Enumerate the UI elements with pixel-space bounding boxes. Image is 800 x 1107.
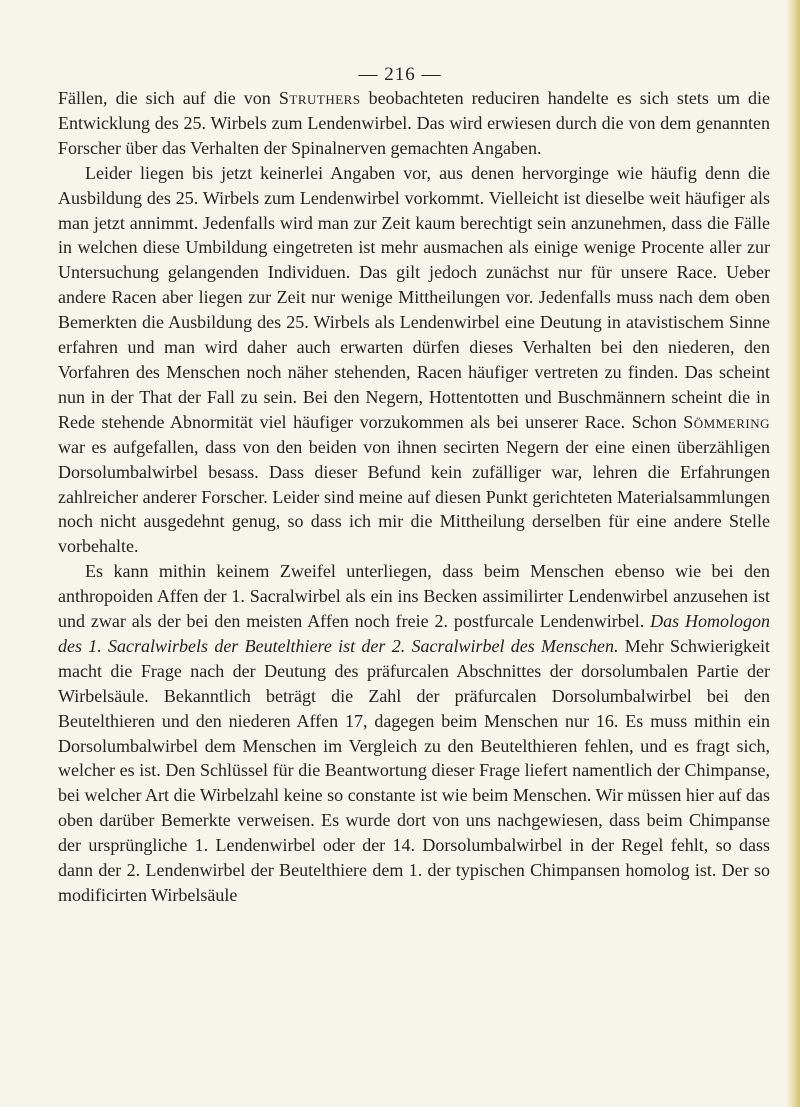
author-name: Struthers — [278, 88, 361, 108]
paragraph-3 — [58, 559, 770, 908]
text-run: beobachteten reduciren handelte es sich stets um die Entwicklung des 25. Wirbels zum Lendenwirbel. Das wird erwiesen durch die von dem genannten Forscher über das Verhalten der Spinalnerven gemachten Angaben. — [58, 88, 771, 158]
text-run: Es kann mithin keinem Zweifel unterliegen, dass beim Menschen ebenso wie bei den anthropoiden Affen der 1. Sacralwirbel als ein ins Becken assimilirter Lendenwirbel anzusehen ist und zwar als der bei den meisten Affen noch freie 2. postfurcale Lendenwirbel. — [58, 561, 770, 632]
page-number: — 216 — — [358, 64, 442, 85]
text-run: Leider liegen bis jetzt keinerlei Angaben vor, aus denen hervorginge wie häufig denn die Ausbildung des 25. Wirbels zum Lendenwirbel vorkommt. Vielleicht ist dieselbe weit häufiger als man jetzt annimmt. Jedenfalls wird man zur Zeit kaum berechtigt sein anzunehmen, dass die Fälle in welchen diese Umbildung eingetreten ist mehr ausmachen als einige wenige Procente aller zur Untersuchung gelangenden Individuen. Das gilt jedoch zunächst nur für unsere Race. Ueber andere Racen aber liegen zur Zeit nur wenige Mittheilungen vor. Jedenfalls muss nach dem oben Bemerkten die Ausbildung des 25. Wirbels als Lendenwirbel eine Deutung in atavistischem Sinne erfahren und man wird daher auch erwarten dürfen dieses Verhalten bei den niederen, den Vorfahren des Menschen noch näher stehenden, Racen häufiger vertreten zu finden. Das scheint nun in der That der Fall zu sein. Bei den Negern, Hottentotten und Buschmännern scheint die in Rede stehende Abnormität viel häufiger vorzukommen als bei unserer Race. Schon — [58, 162, 770, 432]
page-edge-shadow — [786, 0, 800, 1107]
emphasis-text: Das Homologon des 1. Sacralwirbels der Beutelthiere ist der 2. Sacralwirbel des Menschen. — [58, 611, 770, 656]
paragraph-2 — [58, 161, 770, 560]
page-body — [58, 86, 770, 908]
text-run: war es aufgefallen, dass von den beiden von ihnen secirten Negern der eine einen überzähligen Dorsolumbalwirbel besass. Dass dieser Befund kein zufälliger war, lehren die Erfahrungen zahlreicher anderer Forscher. Leider sind meine auf diesen Punkt gerichteten Materialsammlungen noch nicht ausgedehnt genug, so dass ich mir die Mittheilung derselben für eine andere Stelle vorbehalte. — [58, 436, 770, 557]
author-name: Sömmering — [683, 411, 770, 432]
text-run: Mehr Schwierigkeit macht die Frage nach der Deutung des präfurcalen Abschnittes der dorsolumbalen Partie der Wirbelsäule. Bekanntlich beträgt die Zahl der präfurcalen Dorsolumbalwirbel bei den Beutelthieren und den niederen Affen 17, dagegen beim Menschen nur 16. Es muss mithin ein Dorsolumbalwirbel dem Menschen im Vergleich zu den Beutelthieren fehlen, und es fragt sich, welcher es ist. Den Schlüssel für die Beantwortung dieser Frage liefert namentlich der Chimpanse, bei welcher Art die Wirbelzahl keine so constante ist wie beim Menschen. Wir müssen hier auf das oben darüber Bemerkte verweisen. Es wurde dort von uns nachgewiesen, dass beim Chimpanse der ursprüngliche 1. Lendenwirbel oder der 14. Dorsolumbalwirbel in der Regel fehlt, so dass dann der 2. Lendenwirbel der Beutelthiere dem 1. der typischen Chimpansen homolog ist. Der so modificirten Wirbelsäule — [58, 635, 770, 905]
text-run: Fällen, die sich auf die von — [58, 88, 279, 108]
paragraph-1 — [58, 86, 770, 161]
